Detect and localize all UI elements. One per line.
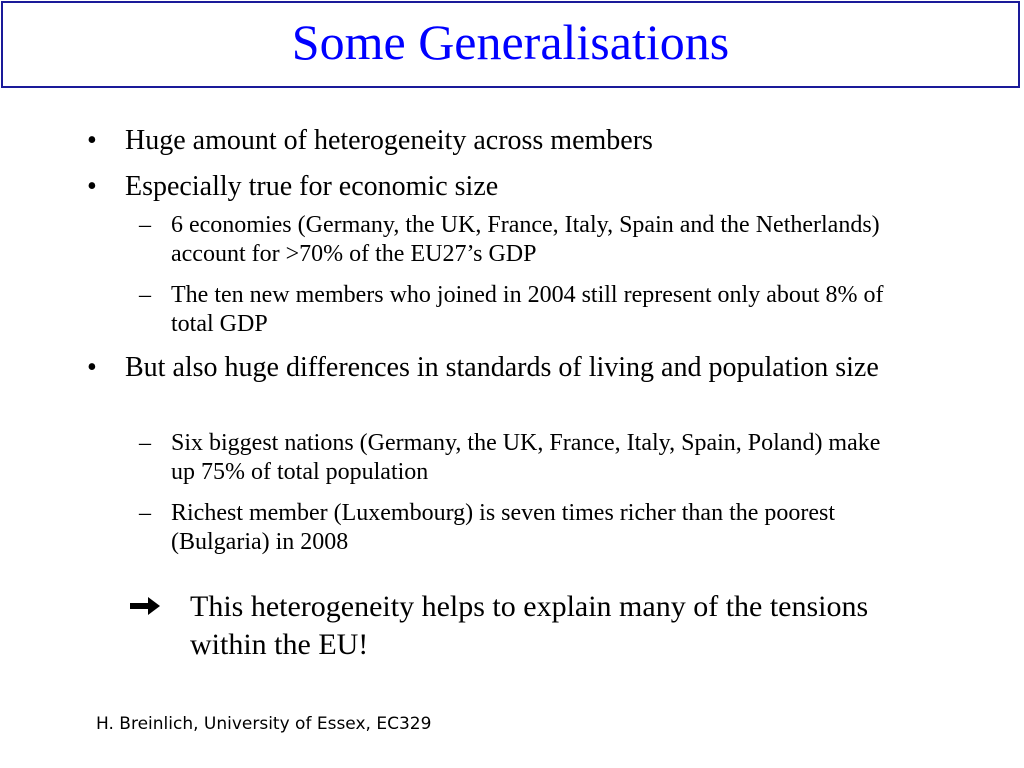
dash-marker: –: [139, 430, 151, 456]
slide-title: Some Generalisations: [291, 13, 730, 70]
bullet-text: Huge amount of heterogeneity across members: [125, 125, 653, 156]
bullet-text: Especially true for economic size: [125, 171, 499, 202]
sub-bullet-text: The ten new members who joined in 2004 still represent only about 8% of total GDP: [171, 282, 884, 337]
sub-bullet-item: [139, 429, 891, 487]
dash-marker: –: [139, 212, 151, 238]
bullet-marker: •: [87, 125, 97, 156]
sub-bullet-text: 6 economies (Germany, the UK, France, Italy, Spain and the Netherlands) account for >70% of the EU27’s GDP: [171, 212, 880, 267]
sub-bullet-text: Six biggest nations (Germany, the UK, France, Italy, Spain, Poland) make up 75% of total population: [171, 430, 881, 485]
bullet-text: But also huge differences in standards of living and population size: [125, 352, 879, 383]
bullet-item: [87, 349, 885, 386]
sub-bullet-item: [139, 281, 891, 339]
bullet-marker: •: [87, 352, 97, 383]
bullet-item: [87, 168, 885, 205]
sub-bullet-text: Richest member (Luxembourg) is seven times richer than the poorest (Bulgaria) in 2008: [171, 500, 836, 555]
bullet-marker: •: [87, 171, 97, 202]
dash-marker: –: [139, 500, 151, 526]
dash-marker: –: [139, 282, 151, 308]
right-arrow-icon: [128, 596, 162, 616]
sub-bullet-item: [139, 499, 891, 557]
conclusion-text: This heterogeneity helps to explain many of the tensions within the EU!: [190, 590, 869, 661]
title-box: [1, 1, 1020, 88]
footer-credit: H. Breinlich, University of Essex, EC329: [96, 714, 432, 734]
bullet-item: [87, 122, 885, 159]
sub-bullet-item: [139, 211, 891, 269]
